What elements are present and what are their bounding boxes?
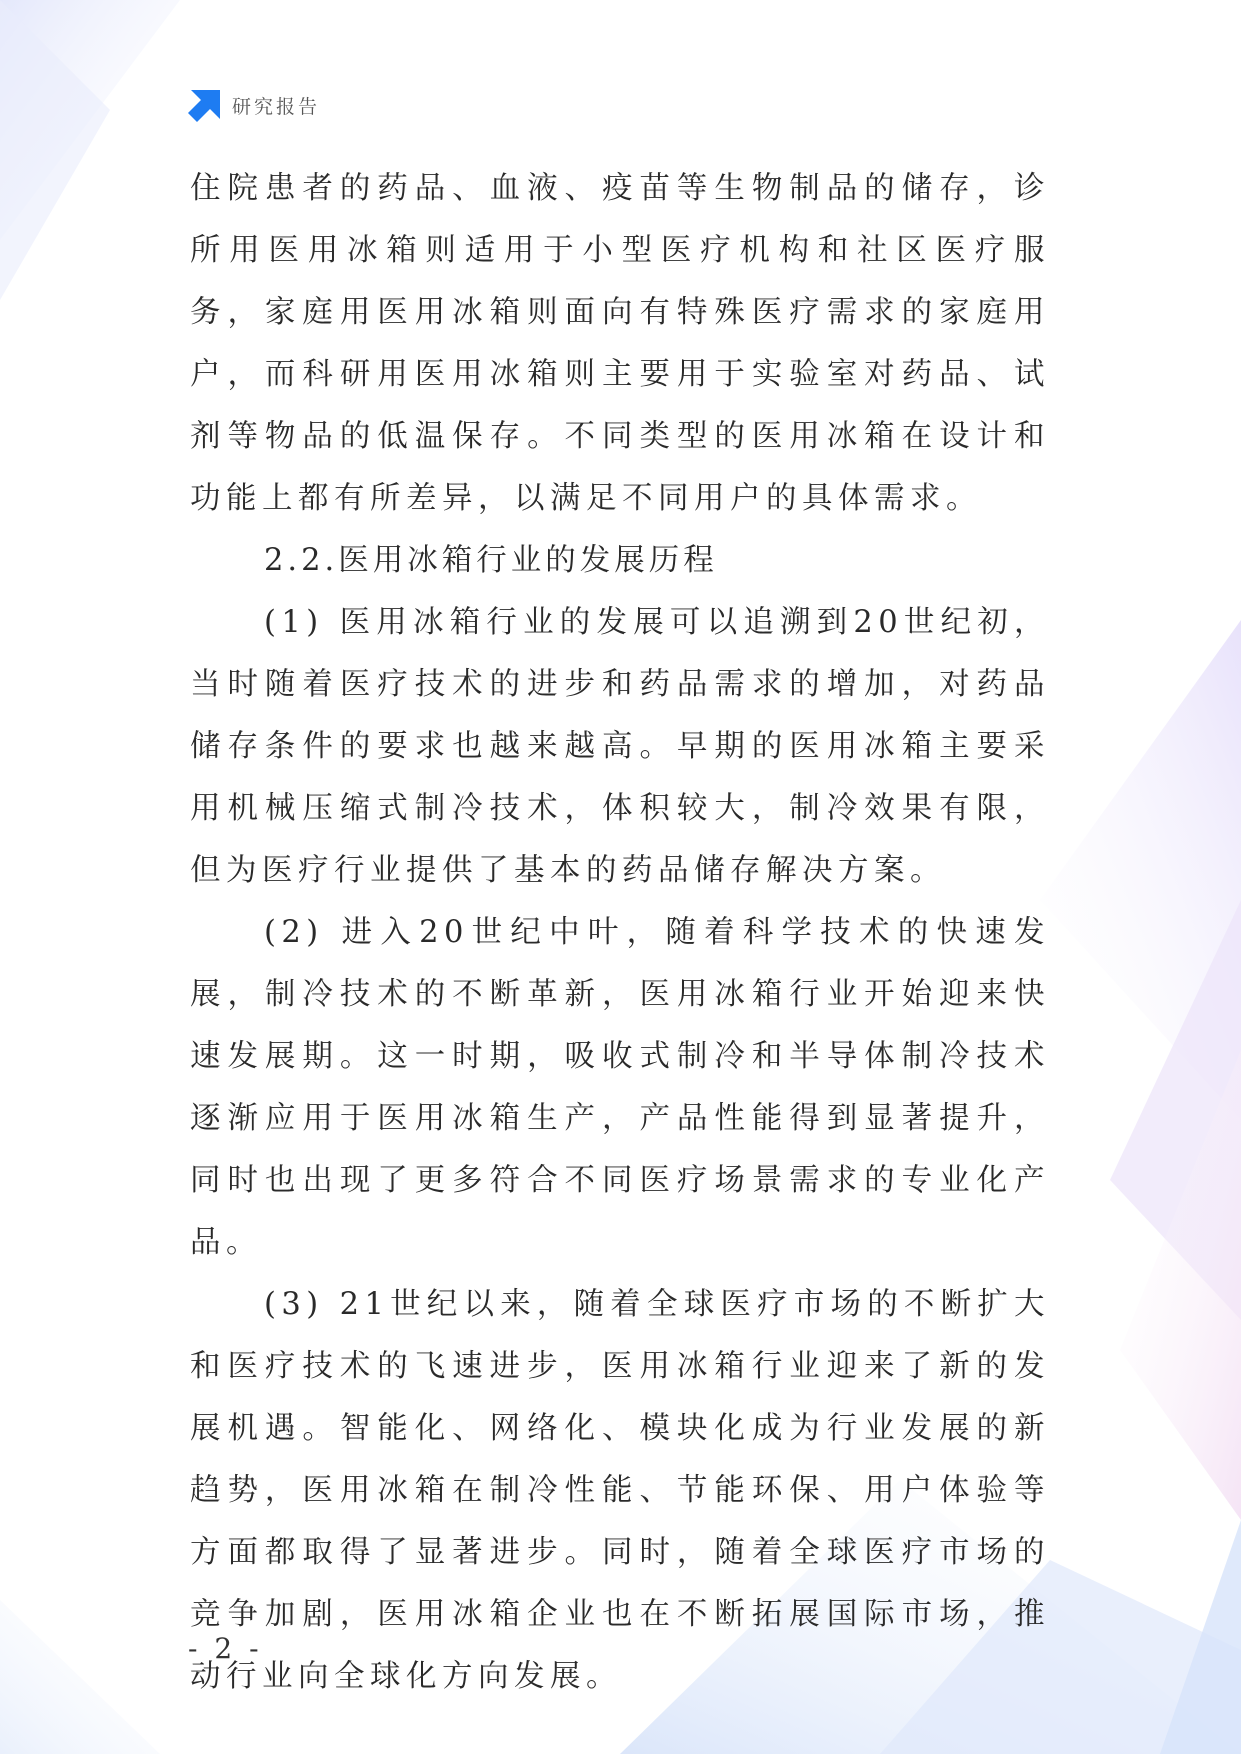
paragraph-2: (2) 进入20世纪中叶，随着科学技术的快速发展，制冷技术的不断革新，医用冰箱行业开始迎来快速发展期。这一时期，吸收式制冷和半导体制冷技术逐渐应用于医用冰箱生产，产品性能得到显著提升，同时也出现了更多符合不同医疗场景需求的专业化产品。 — [190, 915, 1050, 1260]
paragraph-3: (3) 21世纪以来，随着全球医疗市场的不断扩大和医疗技术的飞速进步，医用冰箱行业迎来了新的发展机遇。智能化、网络化、模块化成为行业发展的新趋势，医用冰箱在制冷性能、节能环保、用户体验等方面都取得了显著进步。同时，随着全球医疗市场的竞争加剧，医用冰箱企业也在不断拓展国际市场，推动行业向全球化方向发展。 — [190, 1287, 1050, 1694]
header-title: 研究报告 — [232, 95, 321, 118]
section-heading: 2.2.医用冰箱行业的发展历程 — [264, 543, 718, 578]
page-content — [190, 158, 1050, 1708]
intro-paragraph: 住院患者的药品、血液、疫苗等生物制品的储存，诊所用医用冰箱则适用于小型医疗机构和社区医疗服务，家庭用医用冰箱则面向有特殊医疗需求的家庭用户，而科研用医用冰箱则主要用于实验室对药品、试剂等物品的低温保存。不同类型的医用冰箱在设计和功能上都有所差异，以满足不同用户的具体需求。 — [190, 171, 1050, 516]
page-header — [188, 88, 320, 122]
page-number: - 2 - — [188, 1632, 263, 1665]
paragraph-1: (1) 医用冰箱行业的发展可以追溯到20世纪初，当时随着医疗技术的进步和药品需求的增加，对药品储存条件的要求也越来越高。早期的医用冰箱主要采用机械压缩式制冷技术，体积较大，制冷效果有限，但为医疗行业提供了基本的药品储存解决方案。 — [190, 605, 1050, 888]
arrow-up-right-icon — [188, 88, 222, 122]
